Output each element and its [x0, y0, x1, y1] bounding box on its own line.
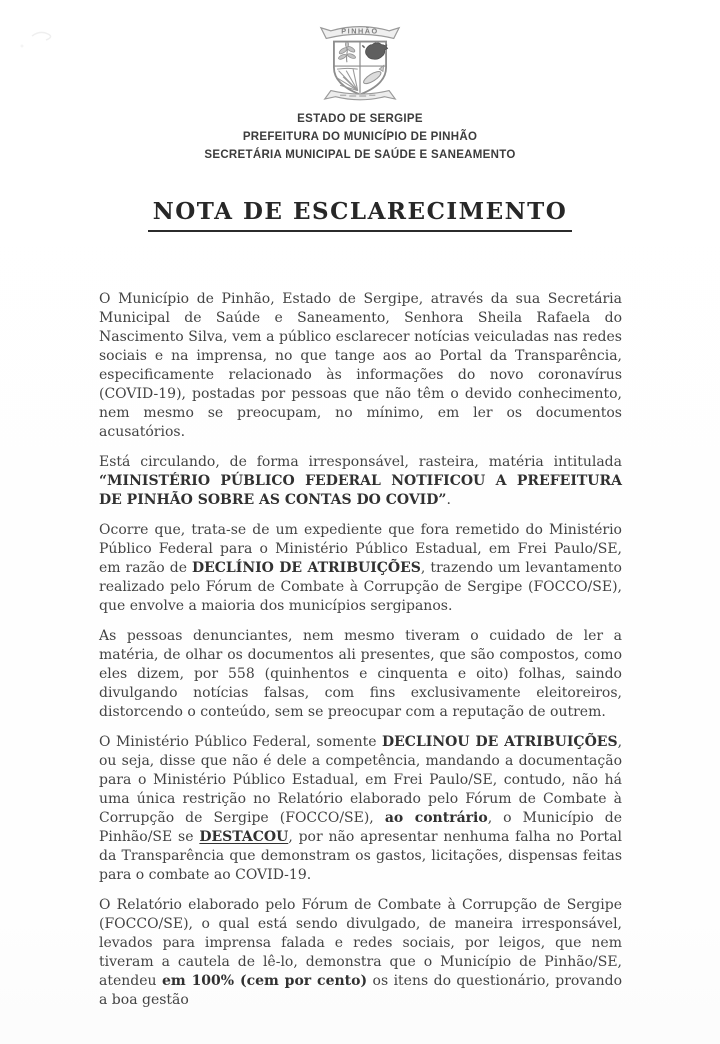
- crest-name-banner: [321, 26, 399, 38]
- document-title: NOTA DE ESCLARECIMENTO: [148, 198, 573, 232]
- letterhead-state: ESTADO DE SERGIPE: [297, 113, 423, 125]
- document-body: [99, 290, 622, 1010]
- document-page: [0, 20, 720, 1044]
- paragraph: [99, 627, 622, 722]
- body-text: , ou seja, disse que não é dele a competência, mandando a documentação para o Ministério Público Estadual, em Frei Paulo/SE, contudo, não há uma única restrição no Relatório elaborado pelo Fórum de Combate à Corrupção de Sergipe (FOCCO/SE),: [99, 734, 623, 826]
- emphasis-text: ao contrário: [384, 810, 488, 826]
- letterhead-municipality: PREFEITURA DO MUNICÍPIO DE PINHÃO: [242, 131, 478, 143]
- municipal-crest: [314, 20, 406, 106]
- emphasis-text: em 100% (cem por cento): [161, 973, 368, 989]
- body-text: O Município de Pinhão, Estado de Sergipe, através da sua Secretária Municipal de Saúde e Saneamento, Senhora Sheila Rafaela do Nascimento Silva, vem a público esclarecer notícias veiculadas nas redes sociais e na imprensa, no que tange aos ao Portal da Transparência, especificamente relacionado às informações do novo coronavírus (COVID-19), postadas por pessoas que não têm o devido conhecimento, nem mesmo se preocupam, no mínimo, em ler os documentos acusatórios.: [99, 291, 622, 440]
- crest-shield: [334, 42, 388, 95]
- body-text: O Relatório elaborado pelo Fórum de Combate à Corrupção de Sergipe (FOCCO/SE), o qual está sendo divulgado, de maneira irresponsável, levados para imprensa falada e redes sociais, por leigos, que nem tiveram a cautela de lê-lo, demonstra que o Município de Pinhão/SE, atendeu: [99, 897, 622, 989]
- paragraph: [99, 896, 622, 1010]
- title-container: [0, 198, 720, 232]
- letterhead-department: SECRETÁRIA MUNICIPAL DE SAÚDE E SANEAMENTO: [204, 149, 516, 161]
- body-text: O Ministério Público Federal, somente: [99, 734, 382, 750]
- crest-banner-text: PINHÃO: [341, 26, 379, 36]
- emphasis-text: DECLINOU DE ATRIBUIÇÕES: [382, 734, 618, 750]
- emphasis-text: DESTACOU: [199, 829, 289, 845]
- emphasis-text: “MINISTÉRIO PÚBLICO FEDERAL NOTIFICOU A PREFEITURA DE PINHÃO SOBRE AS CONTAS DO COVID”: [99, 473, 622, 508]
- paragraph: [99, 733, 622, 885]
- body-text: .: [446, 492, 451, 508]
- paragraph: [99, 453, 622, 510]
- body-text: , por não apresentar nenhuma falha no Portal da Transparência que demonstram os gastos, licitações, dispensas feitas para o combate ao COVID-19.: [99, 829, 622, 883]
- paragraph: [99, 521, 622, 616]
- paragraph: [99, 290, 622, 442]
- body-text: , o Município de Pinhão/SE se: [99, 810, 622, 845]
- body-text: os itens do questionário, provando a boa gestão: [99, 973, 623, 1008]
- body-text: As pessoas denunciantes, nem mesmo tiveram o cuidado de ler a matéria, de olhar os documentos ali presentes, que são compostos, como eles dizem, por 558 (quinhentos e cinquenta e oito) folhas, saindo divulgando notícias falsas, com fins exclusivamente eleitoreiros, distorcendo o conteúdo, sem se preocupar com a reputação de outrem.: [99, 628, 622, 720]
- emphasis-text: DECLÍNIO DE ATRIBUIÇÕES: [191, 560, 421, 576]
- scan-artifact: [18, 22, 88, 56]
- body-text: , trazendo um levantamento realizado pelo Fórum de Combate à Corrupção de Sergipe (FOCCO/SE), que envolve a maioria dos municípios sergipanos.: [99, 560, 622, 614]
- body-text: Ocorre que, trata-se de um expediente que fora remetido do Ministério Público Federal para o Ministério Público Estadual, em Frei Paulo/SE, em razão de: [99, 522, 622, 576]
- letterhead: [0, 110, 720, 164]
- body-text: Está circulando, de forma irresponsável, rasteira, matéria intitulada: [99, 454, 622, 470]
